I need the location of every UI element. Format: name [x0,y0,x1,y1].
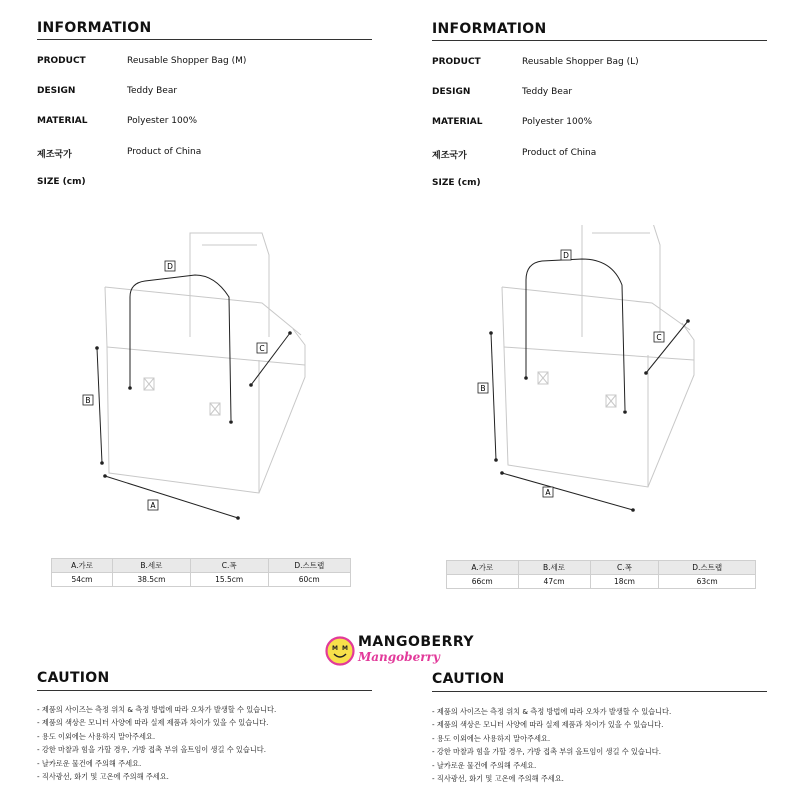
size-header: A.가로 [52,559,113,573]
caution-item: - 강한 마찰과 힘을 가할 경우, 가방 접촉 부위 올트임이 생길 수 있습니다. [37,745,266,755]
brand-script: Mangoberry [358,650,440,664]
size-value: 63cm [659,575,756,589]
size-header: C.폭 [190,559,268,573]
info-value: Product of China [522,148,597,158]
label-c: C [259,344,265,353]
caution-item: - 제품의 색상은 모니터 사양에 따라 실제 제품과 차이가 있을 수 있습니다. [432,720,664,730]
info-value: Teddy Bear [522,87,573,97]
info-value: Polyester 100% [127,116,198,126]
bag-diagram [432,225,762,525]
caution-item: - 날카로운 물건에 주의해 주세요. [432,760,537,770]
size-header: A.가로 [447,561,519,575]
size-value: 38.5cm [113,573,191,587]
info-title: INFORMATION [432,21,547,37]
info-value: Reusable Shopper Bag (M) [127,56,247,66]
info-key: MATERIAL [37,116,88,126]
info-title: INFORMATION [37,20,152,36]
caution-title: CAUTION [432,671,505,687]
caution-title: CAUTION [37,670,110,686]
label-a: A [150,501,156,510]
size-header: D.스트랩 [659,561,756,575]
info-key: PRODUCT [37,56,86,66]
size-table [51,558,351,587]
caution-item: - 날카로운 물건에 주의해 주세요. [37,758,142,768]
size-header: C.폭 [590,561,659,575]
caution-item: - 용도 이외에는 사용하지 말아주세요. [432,733,551,743]
caution-item: - 직사광선, 화기 및 고온에 주의해 주세요. [37,771,169,781]
label-d: D [167,262,173,271]
divider [432,40,767,41]
size-table [446,560,756,589]
label-b: B [480,384,486,393]
brand-logo [325,633,485,669]
brand-name: MANGOBERRY [358,634,475,650]
caution-item: - 제품의 색상은 모니터 사양에 따라 실제 제품과 차이가 있을 수 있습니다. [37,718,269,728]
info-key: SIZE (cm) [432,178,481,188]
label-a: A [545,488,551,497]
info-value: Teddy Bear [127,86,178,96]
size-header: B.세로 [113,559,191,573]
info-value: Polyester 100% [522,117,593,127]
caution-list [432,705,671,785]
svg-text:M: M [342,645,348,652]
info-value: Reusable Shopper Bag (L) [522,57,639,67]
info-key: PRODUCT [432,57,481,67]
size-value: 15.5cm [190,573,268,587]
info-key: 제조국가 [37,150,72,160]
label-d: D [563,251,569,260]
label-c: C [656,333,662,342]
divider [37,39,372,40]
info-value: Product of China [127,147,202,157]
info-key: DESIGN [432,87,471,97]
caution-list [37,703,276,783]
caution-item: - 제품의 사이즈는 측정 위치 & 측정 방법에 따라 오차가 발생할 수 있습니다. [432,707,672,716]
info-key: 제조국가 [432,151,467,161]
info-key: SIZE (cm) [37,177,86,187]
size-value: 47cm [518,575,590,589]
size-value: 54cm [52,573,113,587]
info-key: DESIGN [37,86,76,96]
divider [37,690,372,691]
caution-item: - 용도 이외에는 사용하지 말아주세요. [37,731,156,741]
svg-text:M: M [332,645,338,652]
caution-item: - 직사광선, 화기 및 고온에 주의해 주세요. [432,773,564,783]
size-value: 66cm [447,575,519,589]
bag-diagram [37,225,357,525]
divider [432,691,767,692]
caution-item: - 강한 마찰과 힘을 가할 경우, 가방 접촉 부위 올트임이 생길 수 있습니다. [432,747,661,757]
size-header: D.스트랩 [268,559,350,573]
size-value: 18cm [590,575,659,589]
label-b: B [85,396,91,405]
info-key: MATERIAL [432,117,483,127]
size-header: B.세로 [518,561,590,575]
smiley-logo-icon [325,636,355,666]
caution-item: - 제품의 사이즈는 측정 위치 & 측정 방법에 따라 오차가 발생할 수 있습니다. [37,705,277,714]
size-value: 60cm [268,573,350,587]
